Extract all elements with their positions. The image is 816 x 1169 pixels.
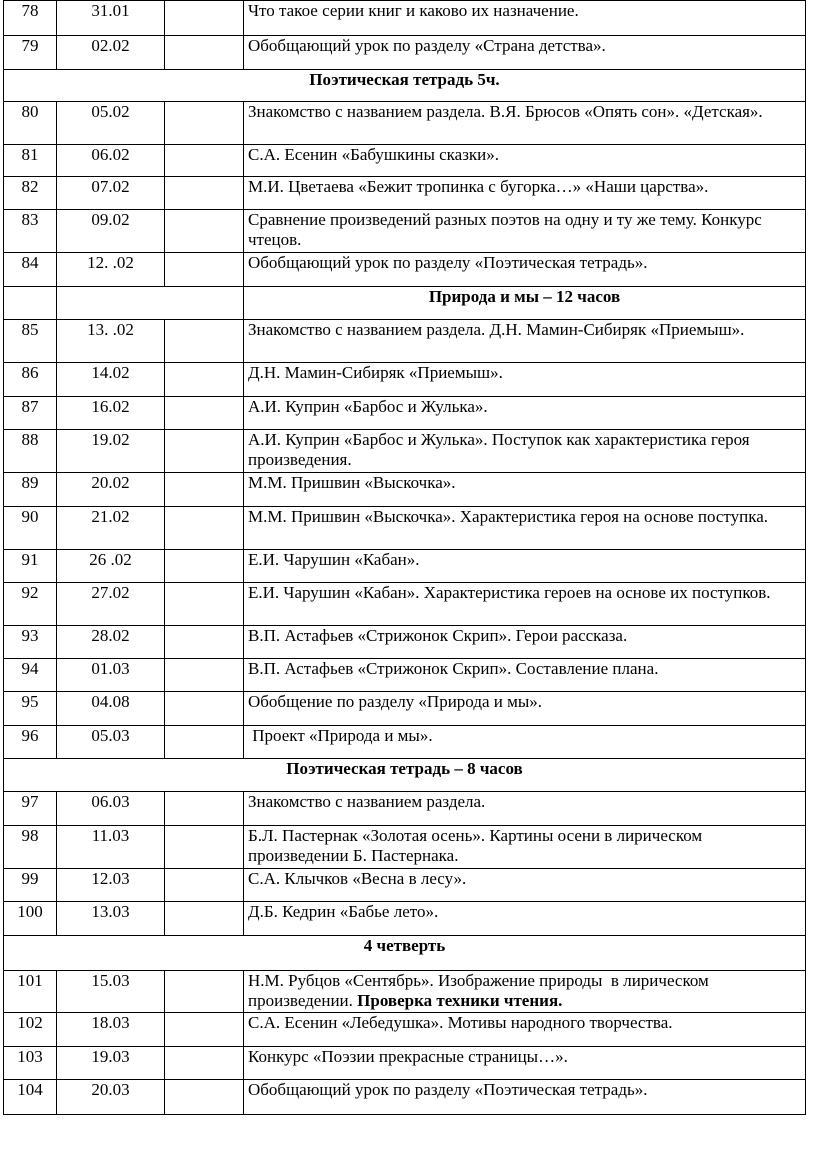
fact-date-cell bbox=[165, 253, 244, 287]
lesson-topic bbox=[244, 1013, 806, 1047]
lesson-date: 21.02 bbox=[57, 507, 165, 550]
lesson-topic bbox=[244, 430, 806, 473]
lesson-topic-text: Знакомство с названием раздела. В.Я. Брюсов «Опять сон». «Детская». bbox=[248, 102, 763, 121]
table-row bbox=[4, 36, 806, 70]
table-row bbox=[4, 1013, 806, 1047]
lesson-topic bbox=[244, 692, 806, 726]
lesson-date: 27.02 bbox=[57, 583, 165, 626]
lesson-topic bbox=[244, 102, 806, 145]
lesson-topic bbox=[244, 726, 806, 759]
lesson-number: 86 bbox=[4, 363, 57, 397]
lesson-topic bbox=[244, 792, 806, 826]
table-row bbox=[4, 1080, 806, 1115]
lesson-date: 06.02 bbox=[57, 145, 165, 177]
fact-date-cell bbox=[165, 1047, 244, 1080]
fact-date-cell bbox=[165, 902, 244, 936]
lesson-topic-text: Обобщающий урок по разделу «Поэтическая тетрадь». bbox=[248, 1080, 648, 1099]
lesson-topic-text: Что такое серии книг и каково их назначение. bbox=[248, 1, 579, 20]
fact-date-cell bbox=[165, 363, 244, 397]
lesson-number: 80 bbox=[4, 102, 57, 145]
fact-date-cell bbox=[165, 583, 244, 626]
lesson-number: 90 bbox=[4, 507, 57, 550]
fact-date-cell bbox=[165, 177, 244, 210]
lesson-date: 20.03 bbox=[57, 1080, 165, 1115]
lesson-topic-text: Проект «Природа и мы». bbox=[248, 726, 433, 745]
section-title: Поэтическая тетрадь – 8 часов bbox=[4, 759, 806, 792]
table-row bbox=[4, 397, 806, 430]
section-header-row bbox=[4, 936, 806, 971]
fact-date-cell bbox=[165, 473, 244, 507]
lesson-number: 91 bbox=[4, 550, 57, 583]
table-row bbox=[4, 145, 806, 177]
lesson-topic bbox=[244, 550, 806, 583]
fact-date-cell bbox=[165, 210, 244, 253]
lesson-topic-text: Обобщающий урок по разделу «Страна детства». bbox=[248, 36, 606, 55]
table-row bbox=[4, 971, 806, 1013]
fact-date-cell bbox=[165, 1080, 244, 1115]
lesson-topic bbox=[244, 253, 806, 287]
section-title: 4 четверть bbox=[4, 936, 806, 971]
lesson-topic bbox=[244, 1047, 806, 1080]
table-row bbox=[4, 550, 806, 583]
lesson-topic-text: В.П. Астафьев «Стрижонок Скрип». Герои рассказа. bbox=[248, 626, 628, 645]
lesson-number: 88 bbox=[4, 430, 57, 473]
fact-date-cell bbox=[165, 145, 244, 177]
lesson-number: 94 bbox=[4, 659, 57, 692]
lesson-date: 12. .02 bbox=[57, 253, 165, 287]
section-header-row bbox=[4, 287, 806, 320]
lesson-date: 20.02 bbox=[57, 473, 165, 507]
section-header-row bbox=[4, 759, 806, 792]
table-row bbox=[4, 473, 806, 507]
lesson-topic bbox=[244, 473, 806, 507]
lesson-topic-text: С.А. Есенин «Бабушкины сказки». bbox=[248, 145, 500, 164]
lesson-date: 16.02 bbox=[57, 397, 165, 430]
lesson-topic bbox=[244, 363, 806, 397]
lesson-number: 87 bbox=[4, 397, 57, 430]
fact-date-cell bbox=[165, 36, 244, 70]
lesson-number: 82 bbox=[4, 177, 57, 210]
lesson-date: 13. .02 bbox=[57, 320, 165, 363]
lesson-number: 95 bbox=[4, 692, 57, 726]
lesson-number: 89 bbox=[4, 473, 57, 507]
table-row bbox=[4, 253, 806, 287]
fact-date-cell bbox=[165, 792, 244, 826]
lesson-topic bbox=[244, 320, 806, 363]
lesson-date: 04.08 bbox=[57, 692, 165, 726]
lesson-number: 96 bbox=[4, 726, 57, 759]
lesson-topic bbox=[244, 507, 806, 550]
lesson-date: 19.02 bbox=[57, 430, 165, 473]
table-row bbox=[4, 430, 806, 473]
empty-cell bbox=[57, 287, 244, 320]
fact-date-cell bbox=[165, 659, 244, 692]
lesson-topic bbox=[244, 36, 806, 70]
table-row bbox=[4, 102, 806, 145]
fact-date-cell bbox=[165, 692, 244, 726]
lesson-topic-text: В.П. Астафьев «Стрижонок Скрип». Составление плана. bbox=[248, 659, 659, 678]
lesson-number: 100 bbox=[4, 902, 57, 936]
lesson-date: 05.03 bbox=[57, 726, 165, 759]
lesson-number: 83 bbox=[4, 210, 57, 253]
lesson-topic-text: Н.М. Рубцов «Сентябрь». Изображение природы в лирическом произведении. bbox=[248, 971, 714, 1010]
lesson-date: 07.02 bbox=[57, 177, 165, 210]
table-row bbox=[4, 692, 806, 726]
lesson-topic-text: Знакомство с названием раздела. Д.Н. Мамин-Сибиряк «Приемыш». bbox=[248, 320, 745, 339]
lesson-topic bbox=[244, 626, 806, 659]
lesson-topic bbox=[244, 145, 806, 177]
table-row bbox=[4, 1047, 806, 1080]
fact-date-cell bbox=[165, 430, 244, 473]
table-row bbox=[4, 583, 806, 626]
table-row bbox=[4, 869, 806, 902]
lesson-topic-text: Е.И. Чарушин «Кабан». bbox=[248, 550, 420, 569]
table-row bbox=[4, 902, 806, 936]
lesson-topic bbox=[244, 1080, 806, 1115]
lesson-topic bbox=[244, 902, 806, 936]
table-row bbox=[4, 626, 806, 659]
lesson-number: 84 bbox=[4, 253, 57, 287]
table-row bbox=[4, 320, 806, 363]
lesson-topic bbox=[244, 869, 806, 902]
table-row bbox=[4, 726, 806, 759]
lesson-topic-text: Д.Н. Мамин-Сибиряк «Приемыш». bbox=[248, 363, 503, 382]
fact-date-cell bbox=[165, 550, 244, 583]
lesson-plan-body bbox=[4, 1, 806, 1115]
lesson-date: 05.02 bbox=[57, 102, 165, 145]
lesson-date: 01.03 bbox=[57, 659, 165, 692]
table-row bbox=[4, 210, 806, 253]
table-row bbox=[4, 507, 806, 550]
empty-cell bbox=[4, 287, 57, 320]
lesson-topic-text: Обобщение по разделу «Природа и мы». bbox=[248, 692, 543, 711]
lesson-topic-text: М.М. Пришвин «Выскочка». Характеристика героя на основе поступка. bbox=[248, 507, 769, 526]
section-title: Природа и мы – 12 часов bbox=[244, 287, 806, 320]
lesson-topic bbox=[244, 177, 806, 210]
fact-date-cell bbox=[165, 320, 244, 363]
lesson-number: 104 bbox=[4, 1080, 57, 1115]
lesson-topic bbox=[244, 210, 806, 253]
lesson-topic-text: Б.Л. Пастернак «Золотая осень». Картины осени в лирическом произведении Б. Пастернака. bbox=[248, 826, 707, 865]
lesson-number: 85 bbox=[4, 320, 57, 363]
lesson-date: 06.03 bbox=[57, 792, 165, 826]
lesson-topic-text: Е.И. Чарушин «Кабан». Характеристика героев на основе их поступков. bbox=[248, 583, 771, 602]
lesson-topic-text: С.А. Есенин «Лебедушка». Мотивы народного творчества. bbox=[248, 1013, 673, 1032]
lesson-number: 103 bbox=[4, 1047, 57, 1080]
lesson-topic-emphasis: Проверка техники чтения. bbox=[357, 991, 563, 1010]
lesson-date: 28.02 bbox=[57, 626, 165, 659]
lesson-date: 11.03 bbox=[57, 826, 165, 869]
lesson-topic-text: Обобщающий урок по разделу «Поэтическая тетрадь». bbox=[248, 253, 648, 272]
lesson-number: 93 bbox=[4, 626, 57, 659]
fact-date-cell bbox=[165, 869, 244, 902]
lesson-topic bbox=[244, 971, 806, 1013]
lesson-topic-text: Д.Б. Кедрин «Бабье лето». bbox=[248, 902, 439, 921]
lesson-number: 101 bbox=[4, 971, 57, 1013]
table-row bbox=[4, 792, 806, 826]
lesson-date: 31.01 bbox=[57, 1, 165, 36]
lesson-topic-text: М.И. Цветаева «Бежит тропинка с бугорка…» «Наши царства». bbox=[248, 177, 709, 196]
lesson-topic bbox=[244, 1, 806, 36]
table-row bbox=[4, 363, 806, 397]
lesson-topic-text: А.И. Куприн «Барбос и Жулька». Поступок как характеристика героя произведения. bbox=[248, 430, 754, 469]
section-title: Поэтическая тетрадь 5ч. bbox=[4, 70, 806, 102]
lesson-topic-text: М.М. Пришвин «Выскочка». bbox=[248, 473, 456, 492]
lesson-plan-table bbox=[3, 0, 806, 1115]
lesson-number: 98 bbox=[4, 826, 57, 869]
table-row bbox=[4, 1, 806, 36]
lesson-number: 102 bbox=[4, 1013, 57, 1047]
lesson-date: 09.02 bbox=[57, 210, 165, 253]
lesson-date: 15.03 bbox=[57, 971, 165, 1013]
lesson-topic-text: А.И. Куприн «Барбос и Жулька». bbox=[248, 397, 488, 416]
lesson-topic bbox=[244, 659, 806, 692]
fact-date-cell bbox=[165, 626, 244, 659]
lesson-topic-text: Конкурс «Поэзии прекрасные страницы…». bbox=[248, 1047, 568, 1066]
table-row bbox=[4, 659, 806, 692]
lesson-topic bbox=[244, 826, 806, 869]
lesson-number: 81 bbox=[4, 145, 57, 177]
lesson-number: 99 bbox=[4, 869, 57, 902]
lesson-topic-text: Сравнение произведений разных поэтов на одну и ту же тему. Конкурс чтецов. bbox=[248, 210, 767, 249]
table-row bbox=[4, 177, 806, 210]
fact-date-cell bbox=[165, 507, 244, 550]
lesson-topic bbox=[244, 583, 806, 626]
fact-date-cell bbox=[165, 826, 244, 869]
fact-date-cell bbox=[165, 971, 244, 1013]
lesson-date: 19.03 bbox=[57, 1047, 165, 1080]
lesson-date: 26 .02 bbox=[57, 550, 165, 583]
lesson-number: 79 bbox=[4, 36, 57, 70]
fact-date-cell bbox=[165, 397, 244, 430]
lesson-number: 92 bbox=[4, 583, 57, 626]
lesson-topic-text: С.А. Клычков «Весна в лесу». bbox=[248, 869, 467, 888]
lesson-topic-text: Знакомство с названием раздела. bbox=[248, 792, 486, 811]
lesson-date: 14.02 bbox=[57, 363, 165, 397]
lesson-date: 13.03 bbox=[57, 902, 165, 936]
lesson-date: 12.03 bbox=[57, 869, 165, 902]
lesson-number: 78 bbox=[4, 1, 57, 36]
lesson-topic bbox=[244, 397, 806, 430]
table-row bbox=[4, 826, 806, 869]
lesson-number: 97 bbox=[4, 792, 57, 826]
fact-date-cell bbox=[165, 1013, 244, 1047]
fact-date-cell bbox=[165, 102, 244, 145]
section-header-row bbox=[4, 70, 806, 102]
lesson-date: 18.03 bbox=[57, 1013, 165, 1047]
fact-date-cell bbox=[165, 726, 244, 759]
fact-date-cell bbox=[165, 1, 244, 36]
lesson-date: 02.02 bbox=[57, 36, 165, 70]
